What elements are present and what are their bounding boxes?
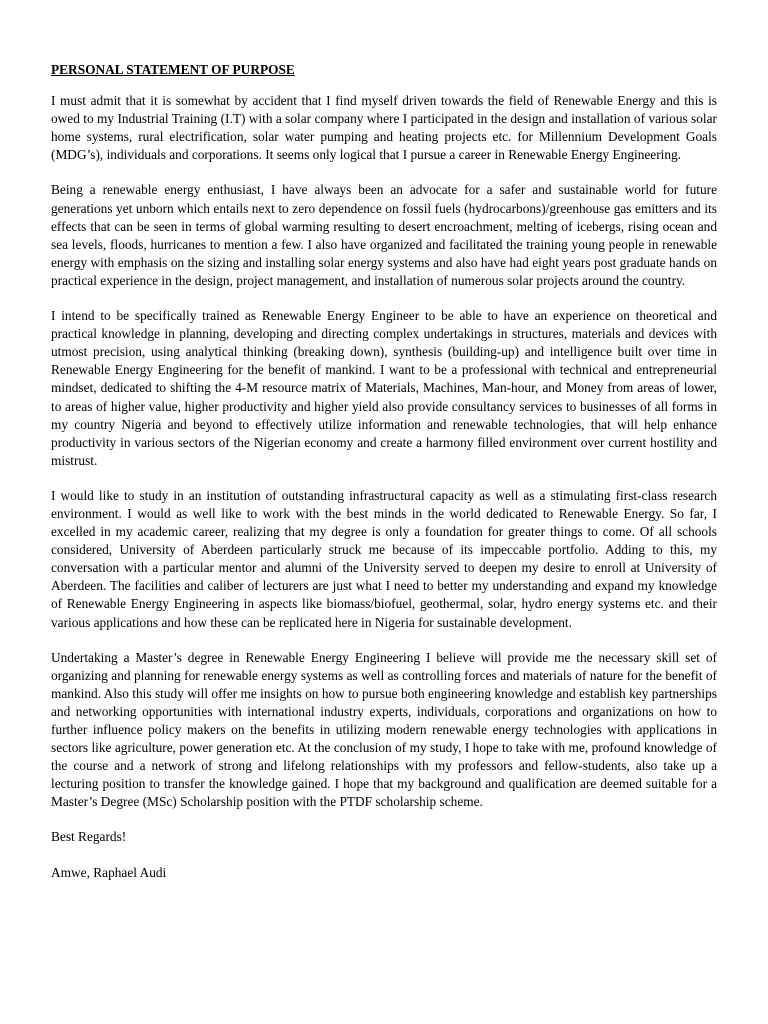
paragraph-1: I must admit that it is somewhat by accident that I find myself driven towards the field of Renewable Energy and this is owed to my Industrial Training (I.T) with a solar company where I participated in the design and installation of various solar home systems, rural electrification, solar water pumping and heating projects etc. for Millennium Development Goals (MDG’s), individuals and corporations. It seems only logical that I pursue a career in Renewable Energy Engineering. [51,93,717,163]
paragraph-4: I would like to study in an institution of outstanding infrastructural capacity as well as a stimulating first-class research environment. I would as well like to work with the best minds in the world dedicated to Renewable Energy. So far, I excelled in my academic career, realizing that my degree is only a foundation for greater things to come. Of all schools considered, University of Aberdeen particularly struck me because of its impeccable portfolio. Adding to this, my conversation with a particular mentor and alumni of the University served to deepen my desire to enroll at University of Aberdeen. The facilities and caliber of lecturers are just what I need to better my understanding and expand my knowledge of Renewable Energy Engineering in aspects like biomass/biofuel, geothermal, solar, hydro energy systems etc. and their various applications and how these can be replicated here in Nigeria for sustainable development. [51,487,717,630]
paragraph-5: Undertaking a Master’s degree in Renewable Energy Engineering I believe will provide me the necessary skill set of organizing and planning for renewable energy systems as well as controlling forces and materials of nature for the benefit of mankind. Also this study will offer me insights on how to pursue both engineering knowledge and establish key partnerships and networking opportunities with international industry experts, individuals, corporations and organizations on how to further influence policy makers on the benefits in utilizing modern renewable energy technologies with applications in sectors like agriculture, power generation etc. At the conclusion of my study, I hope to take with me, profound knowledge of the course and a network of strong and lifelong relationships with my professors and fellow-students, also take up a lecturing position to transfer the knowledge gained. I hope that my background and qualification are deemed suitable for a Master’s Degree (MSc) Scholarship position with the PTDF scholarship scheme. [51,649,717,810]
closing-line: Best Regards! [51,829,127,845]
paragraph-3: I intend to be specifically trained as Renewable Energy Engineer to be able to have an experience on theoretical and practical knowledge in planning, developing and directing complex undertakings in structures, materials and devices with utmost precision, using analytical thinking (breaking down), synthesis (building-up) and intelligence built over time in Renewable Energy Engineering for the benefit of mankind. I want to be a professional with technical and entrepreneurial mindset, dedicated to shifting the 4-M resource matrix of Materials, Machines, Man-hour, and Money from areas of lower, to areas of higher value, higher productivity and higher yield also provide consultancy services to businesses of all forms in my country Nigeria and beyond to effectively utilize information and renewable technologies, that will help enhance productivity in various sectors of the Nigerian economy and create a harmony filled environment over current hostility and mistrust. [51,308,717,468]
signature-name: Amwe, Raphael Audi [51,864,167,880]
paragraph-2: Being a renewable energy enthusiast, I have always been an advocate for a safer and sustainable world for future generations yet unborn which entails next to zero dependence on fossil fuels (hydrocarbons)/greenhouse gas emitters and its effects that can be seen in terms of global warming resulting to desert encroachment, melting of icebergs, rising ocean and sea levels, floods, hurricanes to mention a few. I also have organized and facilitated the training young people in renewable energy with emphasis on the sizing and installing solar energy systems and also have had eight years post graduate hands on practical experience in the design, project management, and installation of numerous solar projects around the country. [51,182,717,288]
document-title: PERSONAL STATEMENT OF PURPOSE [51,62,295,77]
document-page [51,61,717,882]
